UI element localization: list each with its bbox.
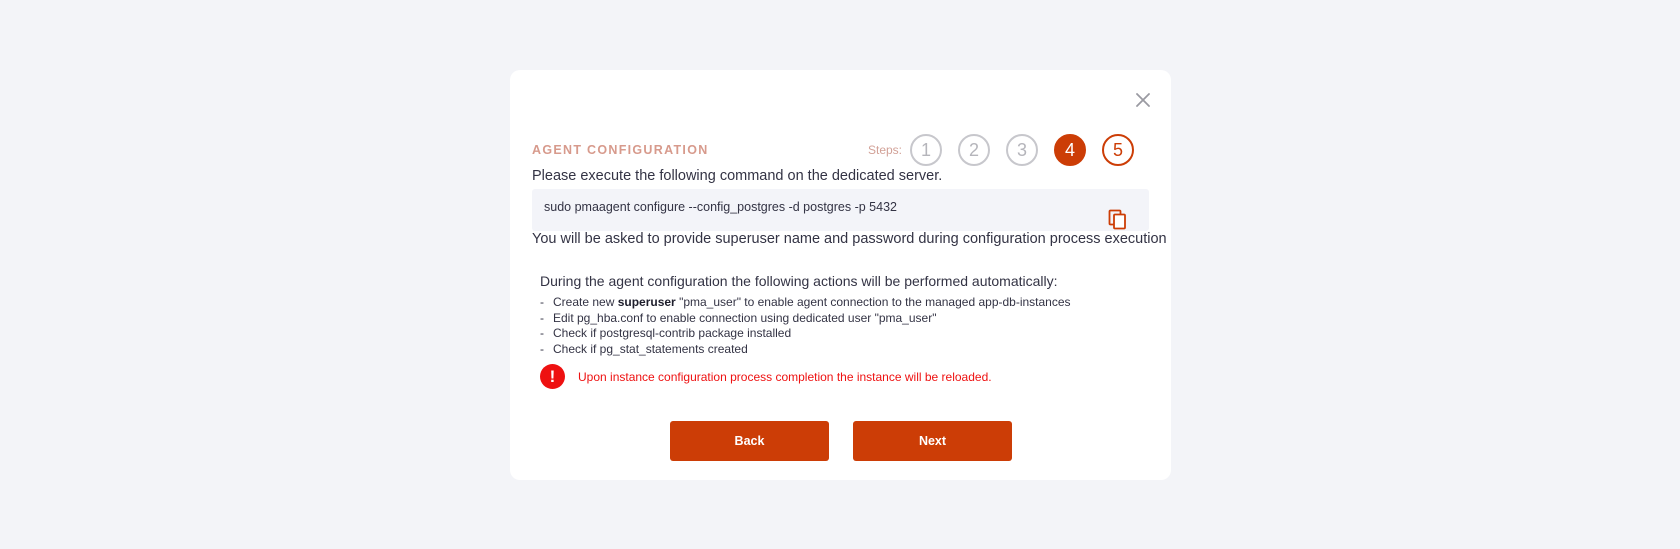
actions-title: During the agent configuration the following actions will be performed automatically: [540, 273, 1058, 289]
next-button[interactable]: Next [853, 421, 1012, 461]
step-4-current: 4 [1054, 134, 1086, 166]
exclamation-circle-icon: ! [540, 364, 565, 389]
list-item: - Edit pg_hba.conf to enable connection using dedicated user "pma_user" [540, 310, 937, 325]
copy-icon[interactable] [1108, 209, 1128, 231]
step-1: 1 [910, 134, 942, 166]
list-item: - Create new superuser "pma_user" to enable agent connection to the managed app-db-instances [540, 295, 1071, 309]
agent-configuration-dialog [510, 70, 1171, 480]
step-2: 2 [958, 134, 990, 166]
close-icon[interactable] [1134, 91, 1152, 109]
list-item: - Check if pg_stat_statements created [540, 341, 748, 356]
command-box [532, 189, 1149, 231]
actions-list [540, 295, 1071, 357]
warning-text: Upon instance configuration process completion the instance will be reloaded. [578, 370, 992, 384]
step-3: 3 [1006, 134, 1038, 166]
section-title: AGENT CONFIGURATION [532, 143, 709, 157]
step-5: 5 [1102, 134, 1134, 166]
command-text[interactable]: sudo pmaagent configure --config_postgres -d postgres -p 5432 [544, 200, 897, 214]
list-item: - Check if postgresql-contrib package installed [540, 326, 792, 340]
back-button[interactable]: Back [670, 421, 829, 461]
superuser-note: You will be asked to provide superuser name and password during configuration process execution [532, 231, 1167, 247]
intro-text: Please execute the following command on the dedicated server. [532, 168, 943, 184]
steps-label: Steps: [868, 143, 903, 157]
